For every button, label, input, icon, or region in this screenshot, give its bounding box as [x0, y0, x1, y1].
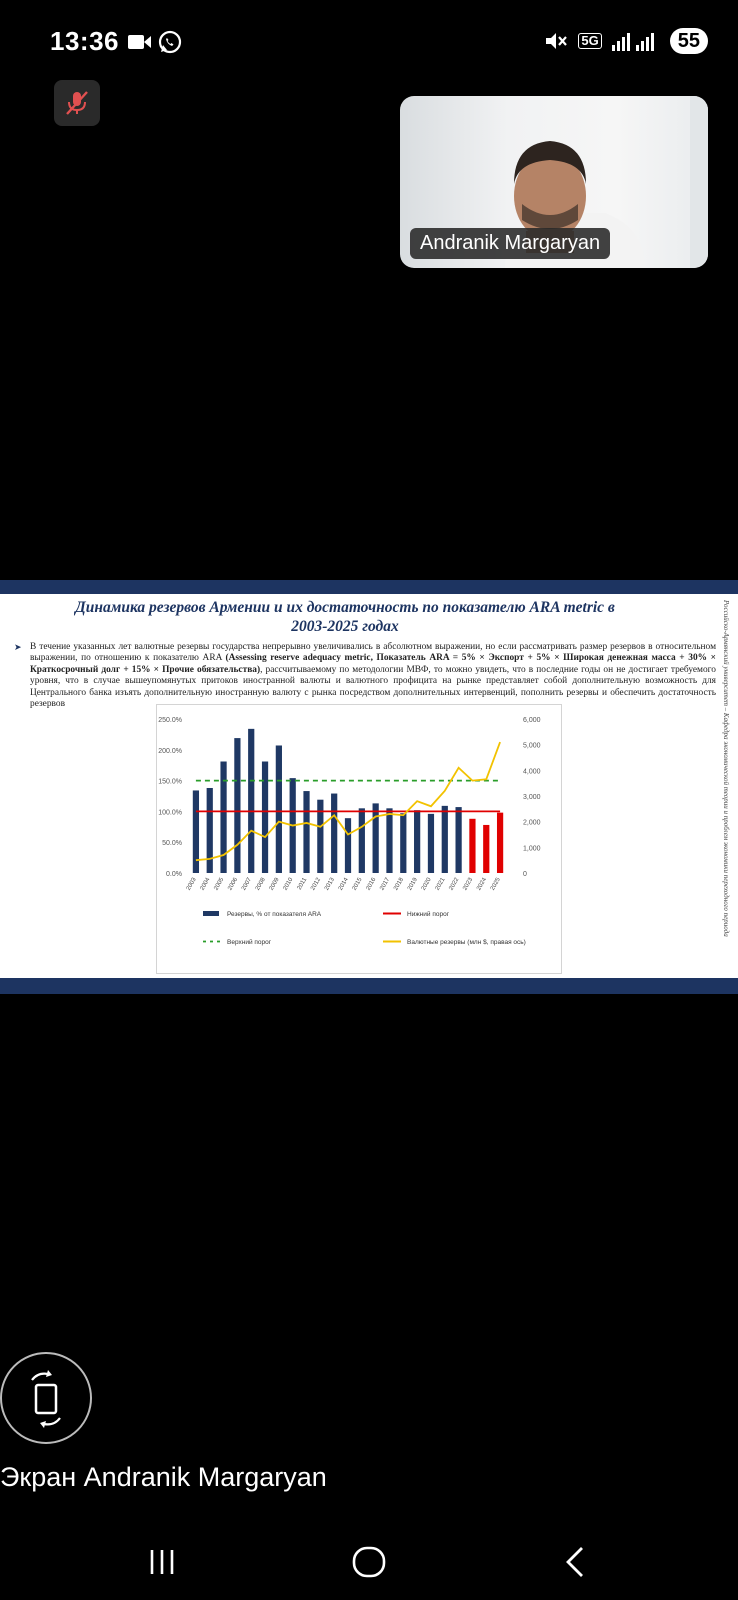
notification-icons	[128, 30, 184, 59]
bar-2014	[345, 818, 351, 873]
y-left-tick-label: 0.0%	[166, 871, 182, 878]
x-tick-label: 2023	[462, 877, 475, 892]
y-left-tick-label: 250.0%	[158, 717, 182, 724]
legend-label: Нижний порог	[407, 911, 450, 918]
system-indicators	[544, 28, 708, 54]
legend-swatch-bars	[203, 911, 219, 916]
bar-2019	[414, 810, 420, 873]
slide-title-line-1: Динамика резервов Армении и их достаточность по показателю ARA metric в	[75, 599, 615, 616]
whatsapp-icon	[160, 32, 180, 52]
bar-2020	[428, 814, 434, 873]
bar-2007	[248, 729, 254, 873]
mute-icon	[544, 30, 568, 52]
x-tick-label: 2007	[241, 877, 253, 892]
bar-2009	[276, 745, 282, 873]
slide-header-band	[0, 580, 738, 594]
x-tick-label: 2009	[268, 877, 281, 892]
bar-2006	[234, 738, 240, 873]
mic-muted-icon	[63, 89, 91, 117]
side-caption: Российско-Армянский университет – Кафедра экономической теории и проблем экономики переходного периода	[722, 600, 730, 937]
screen-share-caption: Экран Andranik Margaryan	[0, 1462, 327, 1492]
network-type-icon: 5G	[578, 33, 601, 49]
participant-video-tile[interactable]	[400, 96, 708, 268]
y-right-tick-label: 3,000	[523, 794, 541, 801]
bar-2008	[262, 762, 268, 873]
x-tick-label: 2004	[199, 877, 212, 892]
slide-body-text	[30, 642, 716, 710]
participant-name-label: Andranik Margaryan	[410, 228, 610, 259]
bar-2018	[400, 813, 406, 873]
reserves-chart	[157, 705, 561, 973]
body-text-part-1: В течение указанных лет валютные резервы государства непрерывно увеличивались в абсолютном выражении, но если рассматривать размер резервов в относительном выражении, по отношению к показателю ARA	[30, 642, 716, 664]
status-bar	[0, 0, 738, 84]
y-right-tick-label: 2,000	[523, 819, 541, 827]
bar-2013	[331, 794, 337, 873]
y-left-tick-label: 100.0%	[158, 809, 182, 817]
x-tick-label: 2019	[406, 877, 419, 892]
x-tick-label: 2008	[254, 877, 267, 892]
x-tick-label: 2012	[310, 877, 323, 892]
x-tick-label: 2011	[296, 877, 309, 892]
mic-toggle-button[interactable]	[54, 80, 100, 126]
y-right-tick-label: 0	[523, 871, 527, 878]
back-chevron-icon	[562, 1545, 590, 1579]
x-tick-label: 2024	[476, 877, 488, 892]
y-right-tick-label: 1,000	[523, 845, 541, 853]
highlight-bar-2025	[497, 813, 503, 873]
x-tick-label: 2025	[489, 877, 502, 892]
x-tick-label: 2020	[420, 877, 433, 892]
slide-title-line-2: 2003-2025 годах	[291, 618, 399, 635]
x-tick-label: 2018	[393, 877, 406, 892]
recent-apps-icon	[146, 1547, 178, 1577]
bar-2017	[386, 808, 392, 873]
screen-share-button[interactable]	[0, 1352, 92, 1444]
recent-apps-button[interactable]	[132, 1540, 192, 1584]
bar-2015	[359, 808, 365, 873]
x-tick-label: 2021	[434, 877, 447, 892]
bullet-arrow-icon: ➤	[14, 642, 22, 652]
legend-label: Резервы, % от показателя ARA	[227, 911, 322, 918]
highlight-bar-2023	[469, 819, 475, 873]
bar-2011	[303, 791, 309, 873]
y-left-tick-label: 150.0%	[158, 778, 182, 786]
legend-label: Валютные резервы (млн $, правая ось)	[407, 939, 526, 946]
home-button[interactable]	[339, 1540, 399, 1584]
slide-footer-band	[0, 978, 738, 994]
video-camera-icon	[128, 35, 151, 49]
x-tick-label: 2014	[337, 877, 350, 892]
y-right-tick-label: 6,000	[523, 717, 541, 724]
x-tick-label: 2005	[213, 877, 226, 892]
legend-label: Верхний порог	[227, 939, 272, 946]
clock: 13:36	[50, 26, 119, 56]
slide-title	[20, 598, 670, 636]
shared-screen[interactable]	[0, 580, 738, 994]
bar-2022	[455, 807, 461, 873]
rotate-screen-icon	[2, 1354, 90, 1442]
home-icon	[352, 1545, 386, 1579]
y-left-tick-label: 200.0%	[158, 747, 182, 755]
body-text-formula: (Assessing reserve adequacy metric, Показатель ARA = 5% × Экспорт + 5% × Широкая денежная масса + 30% × Краткосрочный долг + 15% × Прочие обязательства)	[30, 653, 716, 675]
x-tick-label: 2017	[379, 877, 392, 892]
back-button[interactable]	[546, 1540, 606, 1584]
x-tick-label: 2015	[351, 877, 364, 892]
bar-2016	[373, 803, 379, 873]
x-tick-label: 2013	[324, 877, 336, 892]
y-left-tick-label: 50.0%	[162, 840, 182, 848]
highlight-bar-2024	[483, 825, 489, 873]
bar-2004	[207, 788, 213, 873]
signal-icon	[612, 30, 660, 52]
bar-2021	[442, 806, 448, 873]
x-tick-label: 2006	[227, 877, 240, 892]
body-text-part-2: , рассчитываемому по методологии МВФ, то можно увидеть, что в последние годы он не достигает требуемого уровня, что в случае вышеупомянутых притоков иностранной валюты и валютного профицита на рынке представляет собой дополнительную возможность для Центрального банка изъять дополнительную иностранную валюту с рынка посредством дополнительных интервенций, пополнить резервы и обеспечить достаточность резервов	[30, 664, 716, 710]
x-tick-label: 2016	[365, 877, 378, 892]
battery-indicator: 55	[670, 28, 708, 54]
y-right-tick-label: 5,000	[523, 742, 541, 750]
x-tick-label: 2010	[282, 877, 295, 892]
x-tick-label: 2003	[185, 877, 198, 892]
chart-container	[156, 704, 562, 974]
system-nav-bar	[0, 1530, 738, 1600]
y-right-tick-label: 4,000	[523, 768, 541, 776]
x-tick-label: 2022	[448, 877, 461, 892]
